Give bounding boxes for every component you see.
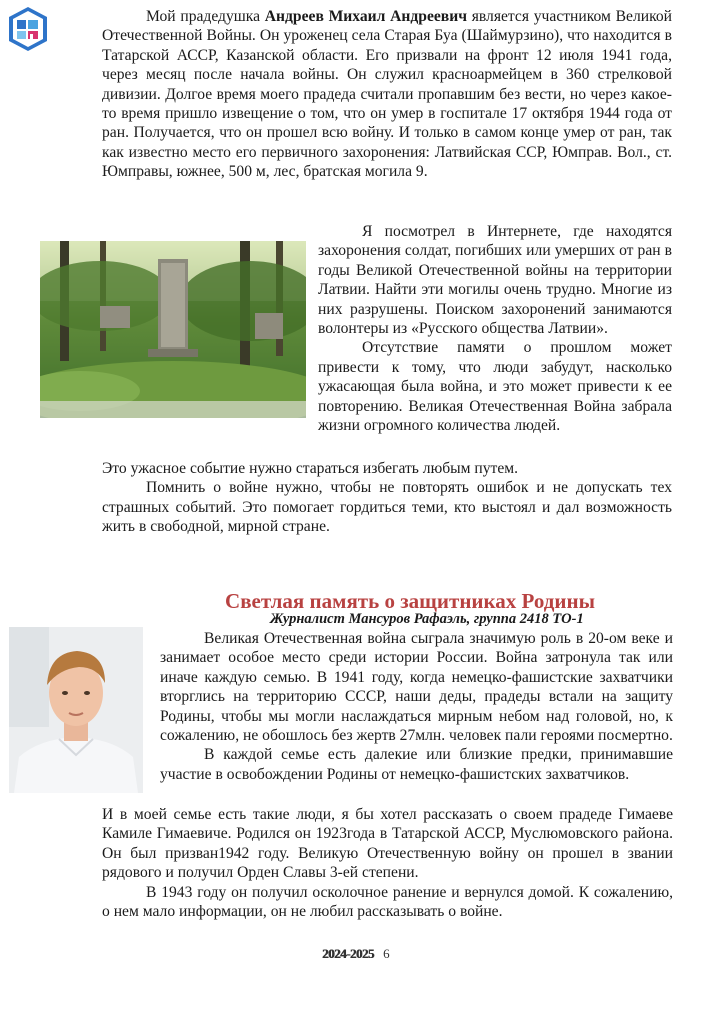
page-number: 6: [383, 946, 390, 961]
article2-para3: И в моей семье есть такие люди, я бы хотел рассказать о своем прадеде Гимаеве Камиле Гимаевиче. Родился он 1923года в Татарской АССР, Муслюмовского района. Он был призван1942 году. Великую Отечественную войну он прошел в звании рядового и получил Орден Славы 3-ей степени.: [102, 806, 673, 882]
article1-para2: Я посмотрел в Интернете, где находятся захоронения солдат, погибших или умерших от ран в годы Великой Отечественной войны на территории Латвии. Найти эти могилы очень трудно. Многие из них разрушены. Поиском захоронений занимаются волонтеры из «Русского общества Латвии».: [318, 223, 672, 338]
article1-para3-tail: Это ужасное событие нужно стараться избегать любым путем.: [102, 460, 519, 477]
article2-para4: В 1943 году он получил осколочное ранение и вернулся домой. К сожалению, о нем мало информации, он не любил рассказывать о войне.: [102, 883, 673, 921]
article2-body-bottom: [102, 805, 673, 921]
article1-conclusion: [102, 459, 672, 537]
article2-body-top: [160, 629, 673, 784]
article1-intro: Мой прадедушка Андреев Михаил Андреевич является участником Великой Отечественной Войны. Он уроженец села Старая Буа (Шаймурзино), что находится в Татарской АССР, Казанской области. Его призвали на фронт 12 июля 1941 года, через месяц после начала войны. Он служил красноармейцем в 360 стрелковой дивизии. Долгое время моего прадеда считали пропавшим без вести, но через какое-то время пришло извещение о том, что он умер в госпитале 17 октября 1944 года от ран. Получается, что он прошел всю войну. И только в самом конце умер от ран, так как известно место его первичного захоронения: Латвийская ССР, Юмправ. Вол., ст. Юмправы, южнее, 500 м, лес, братская могила 9.: [102, 8, 672, 181]
article1-para4: Помнить о войне нужно, чтобы не повторять ошибок и не допускать тех страшных событий. Это помогает гордиться теми, кто выстоял и дал возможность жить в свободной, мирной стране.: [102, 479, 672, 536]
ancestor-name: Андреев Михаил Андреевич: [264, 8, 467, 25]
article1-internet-search: [318, 222, 672, 435]
logo-icon: [6, 5, 50, 53]
article1-para3: Отсутствие памяти о прошлом может привести к тому, что люди забудут, насколько ужасающая была война, и это может привести к ее повторению. Великая Отечественная Война забрала жизни огромного количества людей.: [318, 339, 672, 435]
memorial-grave-photo: [40, 241, 306, 418]
article2-byline: Журналист Мансуров Рафаэль, группа 2418 ТО-1: [270, 611, 584, 627]
author-portrait-photo: [9, 627, 143, 793]
page-footer: [322, 946, 390, 962]
article2-para2: В каждой семье есть далекие или близкие предки, принимавшие участие в освобождении Родины от немецко-фашистских захватчиков.: [160, 746, 673, 783]
article2-para1: Великая Отечественная война сыграла значимую роль в 20-ом веке и занимает особое место среди истории России. Война затронула так или иначе каждую семью. В 1941 году, когда немецко-фашистские захватчики вторглись на территорию СССР, наши деды, прадеды встали на защиту Родины, чтобы мы могли наслаждаться мирным небом над головой, но, к сожалению, не обошлось без жертв 27млн. человек пали героями посмертно.: [160, 630, 673, 745]
footer-year: 2024-2025: [322, 946, 374, 961]
article2-title: Светлая память о защитниках Родины: [225, 589, 595, 613]
